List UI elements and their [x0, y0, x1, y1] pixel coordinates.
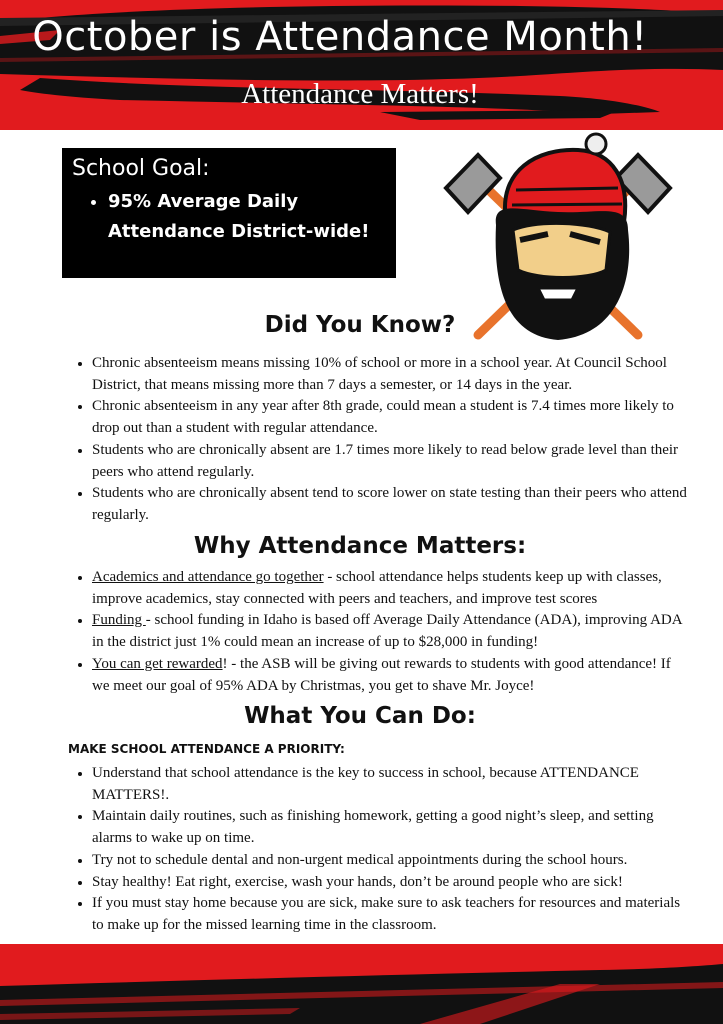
list-item-lead: You can get rewarded	[92, 655, 223, 672]
list-item	[92, 610, 692, 653]
did-you-know-heading: Did You Know?	[264, 312, 456, 338]
goal-item: • 95% Average Daily Attendance District-wide!	[108, 187, 386, 247]
list-item: • Stay healthy! Eat right, exercise, wash your hands, don’t be around people who are sick!	[92, 872, 692, 894]
list-item: • Students who are chronically absent are 1.7 times more likely to read below grade level than their peers who attend regularly.	[92, 440, 692, 483]
goal-title: School Goal:	[72, 156, 210, 181]
list-item: • Students who are chronically absent tend to score lower on state testing than their peers who attend regularly.	[92, 483, 692, 526]
goal-list	[72, 187, 386, 247]
list-item: • Chronic absenteeism means missing 10% of school or more in a school year. At Council School District, that means missing more than 7 days a semester, or 14 days in the year.	[92, 353, 692, 396]
what-you-can-do-list	[72, 763, 692, 937]
header-banner	[0, 0, 723, 130]
list-item-text: - school funding in Idaho is based off Average Daily Attendance (ADA), improving ADA in the district just 1% could mean an increase of up to $28,000 in funding!	[92, 612, 682, 651]
school-goal-box	[62, 148, 396, 278]
brush-stroke-decoration	[0, 944, 723, 1024]
list-item-lead: Funding	[92, 612, 146, 629]
list-item-text: ! - the ASB will be giving out rewards to students with good attendance! If we meet our goal of 95% ADA by Christmas, you get to shave Mr. Joyce!	[92, 655, 671, 694]
did-you-know-list	[72, 353, 692, 527]
list-item-text: - school attendance helps students keep up with classes, improve academics, stay connected with peers and teachers, and improve test scores	[92, 569, 662, 607]
list-item	[92, 567, 692, 610]
what-you-can-do-heading: What You Can Do:	[244, 703, 476, 729]
page-title: October is Attendance Month!	[32, 14, 648, 60]
priority-subheading: MAKE SCHOOL ATTENDANCE A PRIORITY:	[68, 742, 345, 756]
list-item-lead: Academics and attendance go together	[92, 569, 324, 585]
list-item: • Maintain daily routines, such as finishing homework, getting a good night’s sleep, and setting alarms to wake up on time.	[92, 806, 692, 849]
list-item: • If you must stay home because you are sick, make sure to ask teachers for resources and materials to make up for the missed learning time in the classroom.	[92, 893, 692, 936]
footer-banner	[0, 944, 723, 1024]
list-item: • Chronic absenteeism in any year after 8th grade, could mean a student is 7.4 times more likely to drop out than a student with regular attendance.	[92, 396, 692, 439]
page-subtitle: Attendance Matters!	[241, 78, 479, 110]
list-item	[92, 654, 692, 697]
why-attendance-heading: Why Attendance Matters:	[193, 533, 527, 559]
list-item: • Try not to schedule dental and non-urgent medical appointments during the school hours.	[92, 850, 692, 872]
list-item: • Understand that school attendance is the key to success in school, because ATTENDANCE MATTERS!.	[92, 763, 692, 806]
why-attendance-list	[72, 567, 692, 697]
